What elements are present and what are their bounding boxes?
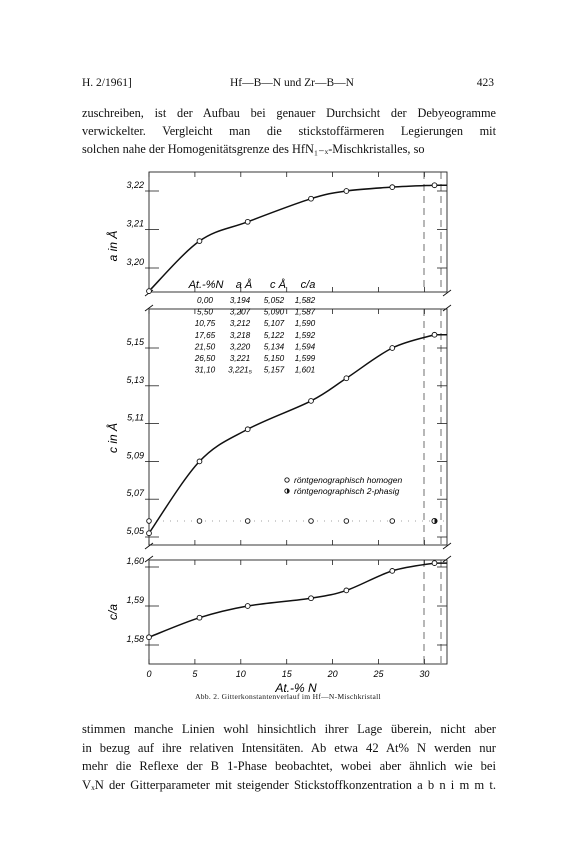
data-point-homogen <box>245 604 250 609</box>
homogen-marker <box>147 519 152 524</box>
bottom-paragraph <box>82 720 496 794</box>
table-cell: 1,592 <box>294 330 316 340</box>
y-tick-label: 5,15 <box>126 337 144 347</box>
data-point-homogen <box>309 399 314 404</box>
table-cell: 3,220 <box>229 342 251 352</box>
data-point-homogen <box>390 185 395 190</box>
data-point-homogen <box>245 219 250 224</box>
table-cell: 3,218 <box>229 330 251 340</box>
text-line: stimmen manche Linien wohl hinsichtlich ihrer Lage überein, nicht aber <box>82 722 496 736</box>
header-issue: H. 2/1961] <box>82 77 132 89</box>
data-point-homogen <box>197 239 202 244</box>
text-line: zuschreiben, ist der Aufbau bei genauer Durchsicht der Debyeogramme <box>82 106 496 120</box>
table-cell: 5,157 <box>263 365 285 375</box>
table-cell: 3,212 <box>229 319 251 329</box>
axis-break-mark <box>443 290 451 311</box>
data-point-homogen <box>147 289 152 294</box>
data-point-homogen <box>344 588 349 593</box>
y-tick-label: 5,09 <box>126 450 144 461</box>
data-point-homogen <box>432 183 437 188</box>
figure-caption: Abb. 2. Gitterkonstantenverlauf im Hf—N-Mischkristall <box>195 692 381 701</box>
table-cell: 21,50 <box>194 342 216 352</box>
y-tick-label: 5,07 <box>126 488 144 499</box>
table-cell: 1,590 <box>294 319 316 329</box>
data-point-homogen <box>432 561 437 566</box>
table-cell: 5,090 <box>263 307 285 317</box>
axis-break-mark <box>443 543 451 562</box>
table-cell: 1,594 <box>294 342 316 352</box>
table-cell: 5,107 <box>263 319 285 329</box>
data-point-homogen <box>390 346 395 351</box>
y-tick-label: 5,13 <box>126 374 144 385</box>
panel-frame <box>149 560 447 664</box>
text-line: solchen nahe der Homogenitätsgrenze des HfN₁₋ₓ-Mischkristalles, so <box>82 142 425 156</box>
table-cell: 1,599 <box>294 354 316 363</box>
y-tick-label: 3,22 <box>126 180 144 190</box>
table-header: c/a <box>300 279 316 291</box>
table-cell: 1,601 <box>294 365 316 375</box>
panel-frame <box>149 172 447 292</box>
table-header: c Å <box>270 279 286 291</box>
y-axis-label: c in Å <box>106 422 120 454</box>
table-cell: 5,150 <box>263 354 285 363</box>
table-cell: 10,75 <box>194 319 216 329</box>
data-point-homogen <box>197 459 202 464</box>
data-point-homogen <box>344 189 349 194</box>
y-tick-label: 3,21 <box>126 218 144 229</box>
y-tick-label: 1,60 <box>126 556 144 566</box>
data-curve <box>149 563 447 637</box>
x-tick-label: 0 <box>146 669 152 679</box>
table-cell: 5,134 <box>263 342 285 352</box>
data-point-homogen <box>245 427 250 432</box>
data-point-homogen <box>432 332 437 337</box>
legend-label: röntgenographisch homogen <box>294 475 403 485</box>
x-tick-label: 30 <box>419 669 430 679</box>
header-title: Hf—B—N und Zr—B—N <box>230 77 354 89</box>
text-line: in bezug auf ihre relativen Intensitäten. Ab etwa 42 At% N werden nur <box>82 740 496 755</box>
text-line: mehr die Reflexe der B 1-Phase beobachtet, wobei aber ähnlich wie bei <box>82 759 496 773</box>
text-line: VₓN der Gitterparameter mit steigender Stickstoffkonzentration a b n i m m t. <box>82 777 496 792</box>
homogen-marker <box>245 519 250 524</box>
data-point-homogen <box>197 615 202 620</box>
x-tick-label: 15 <box>281 669 292 679</box>
data-curve <box>149 335 447 533</box>
table-cell: 1,587 <box>294 307 316 317</box>
table-cell: 31,10 <box>194 365 216 375</box>
data-curve <box>149 185 447 291</box>
data-point-homogen <box>309 596 314 601</box>
table-header: At.-%N <box>188 279 224 291</box>
y-tick-label: 1,59 <box>126 595 144 605</box>
table-cell: 0,00 <box>197 296 213 305</box>
y-axis-label: c/a <box>106 603 120 621</box>
legend-marker <box>285 478 289 482</box>
table-cell: 5,052 <box>263 296 285 305</box>
table-cell: 3,194 <box>229 296 251 305</box>
legend-label: röntgenographisch 2-phasig <box>294 486 400 496</box>
axis-break-mark <box>145 543 153 562</box>
table-header: a Å <box>235 279 253 291</box>
homogen-marker <box>344 519 349 524</box>
table-cell: 1,582 <box>294 296 316 305</box>
y-tick-label: 1,58 <box>126 634 144 644</box>
y-tick-label: 5,11 <box>127 412 144 423</box>
data-point-homogen <box>147 531 152 536</box>
data-point-homogen <box>390 569 395 574</box>
table-cell: 3,221 <box>229 354 251 363</box>
x-tick-label: 10 <box>235 669 246 679</box>
table-cell: 5,50 <box>197 307 213 317</box>
table-cell: 17,65 <box>194 330 216 340</box>
data-point-homogen <box>309 196 314 201</box>
data-point-homogen <box>147 635 152 640</box>
homogen-marker <box>309 519 314 524</box>
text-line: verwickelter. Vergleicht man die stickstoffärmeren Legierungen mit <box>82 124 496 138</box>
homogen-marker <box>197 519 202 524</box>
table-cell: 3,207 <box>229 307 251 317</box>
y-tick-label: 5,05 <box>126 526 144 536</box>
table-cell: 26,50 <box>194 354 216 363</box>
y-tick-label: 3,20 <box>126 257 144 267</box>
x-axis-label: At.-% N <box>275 681 317 695</box>
table-cell: 3,221₅ <box>228 365 252 375</box>
homogen-marker <box>390 519 395 524</box>
x-tick-label: 20 <box>327 669 338 679</box>
data-point-homogen <box>344 376 349 381</box>
header-page-number: 423 <box>476 77 494 89</box>
x-tick-label: 25 <box>373 669 384 679</box>
table-cell: 5,122 <box>263 330 285 340</box>
x-tick-label: 5 <box>192 669 198 679</box>
y-axis-label: a in Å <box>106 230 120 262</box>
